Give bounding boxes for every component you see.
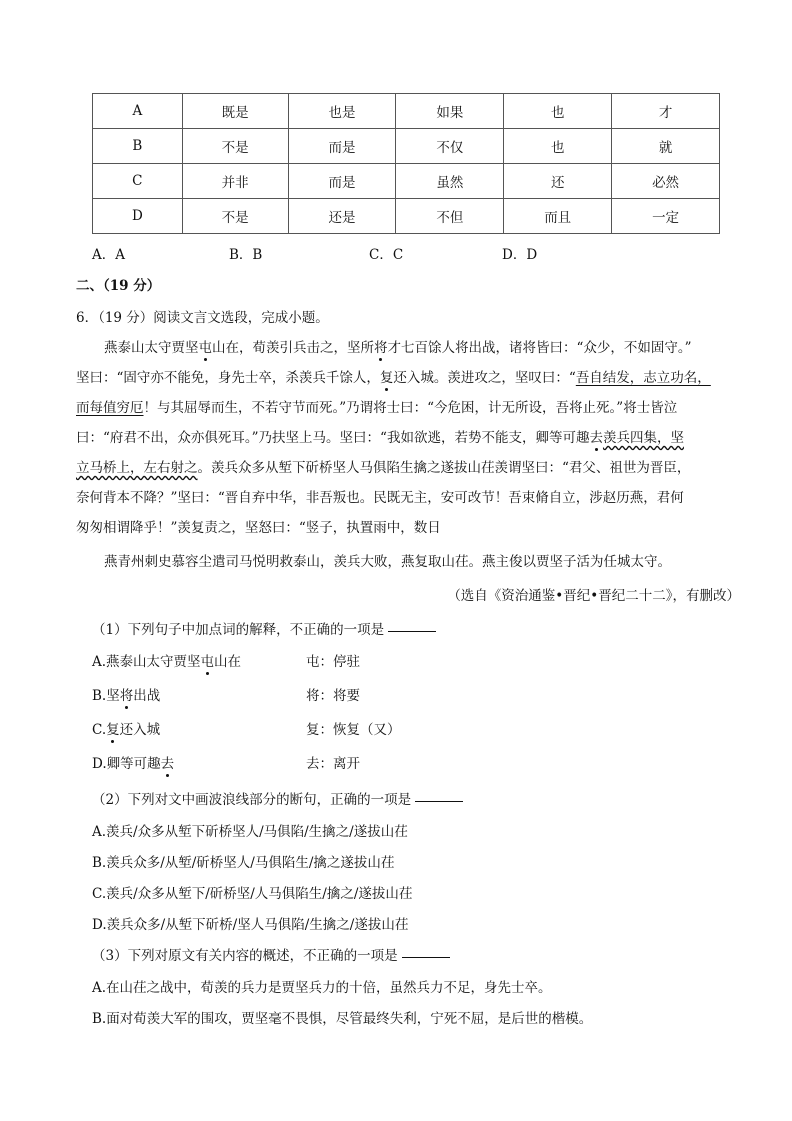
wavy-underlined-text: 立马桥上，左右射之 bbox=[76, 460, 198, 476]
sub1-gloss-b: 将：将要 bbox=[306, 688, 360, 704]
option-word-cell: 也是 bbox=[288, 94, 396, 129]
passage-line-7: 匆匆相谓降乎！”羡复责之，坚怒曰：“竖子，执置雨中，数日 bbox=[76, 520, 441, 536]
answer-blank[interactable] bbox=[402, 956, 450, 958]
option-word-cell: 如果 bbox=[396, 94, 504, 129]
option-word-cell: 必然 bbox=[612, 164, 720, 199]
answer-choice-d[interactable]: D．D bbox=[502, 247, 538, 263]
option-word-cell: 就 bbox=[612, 129, 720, 164]
option-word-cell: 不是 bbox=[182, 199, 288, 234]
dotted-word: 屯 bbox=[200, 654, 215, 670]
sub1-option-d[interactable]: D.卿等可趣去 bbox=[92, 756, 175, 772]
dotted-word: 复 bbox=[379, 370, 394, 386]
passage-paragraph-2: 燕青州刺史慕容尘遣司马悦明救泰山，羡兵大败，燕复取山茌。燕主俊以贾坚子活为任城太守。 bbox=[104, 554, 671, 570]
sub1-option-c[interactable]: C.复还入城 bbox=[92, 722, 161, 738]
dotted-word: 将 bbox=[374, 340, 388, 356]
option-letter-cell: C bbox=[93, 164, 183, 199]
question-header: 6．（19 分）阅读文言文选段，完成小题。 bbox=[76, 310, 329, 326]
underlined-sentence: 而每值穷厄 bbox=[76, 400, 144, 416]
option-table-row bbox=[93, 199, 720, 234]
sub3-option-a[interactable]: A.在山茌之战中，荀羡的兵力是贾坚兵力的十倍，虽然兵力不足，身先士卒。 bbox=[92, 980, 552, 996]
dotted-word: 将 bbox=[119, 688, 134, 704]
underlined-sentence: 吾自结发，志立功名， bbox=[575, 370, 711, 386]
option-word-cell: 不仅 bbox=[396, 129, 504, 164]
option-word-cell: 既是 bbox=[182, 94, 288, 129]
sub2-option-b[interactable]: B.羡兵众多/从堑/斫桥坚人/马俱陷生/擒之遂拔山茌 bbox=[92, 855, 395, 871]
sub3-option-b[interactable]: B.面对荀羡大军的围攻，贾坚毫不畏惧，尽管最终失利，宁死不屈，是后世的楷模。 bbox=[92, 1011, 593, 1027]
option-word-cell: 不是 bbox=[182, 129, 288, 164]
answer-blank[interactable] bbox=[415, 800, 463, 802]
option-word-cell: 不但 bbox=[396, 199, 504, 234]
passage-line-2: 坚曰：“固守亦不能免，身先士卒，杀羡兵千馀人，复还入城。羡进攻之，坚叹曰：“吾自结发，志立功名， bbox=[76, 370, 711, 386]
option-letter-cell: A bbox=[93, 94, 183, 129]
option-word-cell: 还是 bbox=[288, 199, 396, 234]
sub1-option-b[interactable]: B.坚将出战 bbox=[92, 688, 161, 704]
option-word-cell: 还 bbox=[504, 164, 612, 199]
option-word-cell: 并非 bbox=[182, 164, 288, 199]
option-word-cell: 虽然 bbox=[396, 164, 504, 199]
subquestion-2-stem: （2）下列对文中画波浪线部分的断句，正确的一项是 bbox=[92, 788, 463, 808]
section-title: 二、（19 分） bbox=[76, 278, 161, 294]
option-letter-cell: B bbox=[93, 129, 183, 164]
dotted-word: 屯 bbox=[198, 340, 212, 356]
passage-line-1: 燕泰山太守贾坚屯山在，荀羡引兵击之，坚所将才七百馀人将出战，诸将皆曰：“众少，不如固守。” bbox=[104, 340, 692, 356]
option-word-cell: 也 bbox=[504, 94, 612, 129]
answer-choice-c[interactable]: C．C bbox=[369, 247, 404, 263]
wavy-underlined-text: 羡兵四集，坚 bbox=[602, 430, 684, 446]
sub1-option-a[interactable]: A.燕泰山太守贾坚屯山在 bbox=[92, 654, 242, 670]
option-word-cell: 而是 bbox=[288, 164, 396, 199]
sub2-option-d[interactable]: D.羡兵众多/从堑下斫桥/坚人马俱陷/生擒之/遂拔山茌 bbox=[92, 917, 409, 933]
subquestion-1-stem: （1）下列句子中加点词的解释，不正确的一项是 bbox=[92, 618, 436, 638]
subquestion-3-stem: （3）下列对原文有关内容的概述，不正确的一项是 bbox=[92, 944, 450, 964]
source-citation: （选自《资治通鉴•晋纪•晋纪二十二》，有删改） bbox=[447, 588, 740, 604]
passage-line-4: 曰：“府君不出，众亦俱死耳。”乃扶坚上马。坚曰：“我如欲逃，若势不能支，卿等可趣去羡兵四集，坚 bbox=[76, 430, 684, 446]
option-table-row bbox=[93, 129, 720, 164]
sub2-option-a[interactable]: A.羡兵/众多从堑下斫桥坚人/马俱陷/生擒之/遂拔山茌 bbox=[92, 824, 408, 840]
option-letter-cell: D bbox=[93, 199, 183, 234]
option-word-cell: 一定 bbox=[612, 199, 720, 234]
passage-line-6: 奈何背本不降？”坚曰：“晋自弃中华，非吾叛也。民既无主，安可改节！吾束脩自立，涉赵历燕，君何 bbox=[76, 490, 684, 506]
answer-choice-a[interactable]: A．A bbox=[92, 247, 125, 263]
sub1-gloss-c: 复：恢复（又） bbox=[306, 722, 401, 738]
option-word-cell: 也 bbox=[504, 129, 612, 164]
answer-blank[interactable] bbox=[388, 630, 436, 632]
dotted-word: 复 bbox=[106, 722, 120, 738]
dotted-word: 去 bbox=[589, 430, 603, 446]
sub1-gloss-d: 去：离开 bbox=[306, 756, 360, 772]
dotted-word: 去 bbox=[160, 756, 175, 772]
option-table-row bbox=[93, 94, 720, 129]
option-word-cell: 而且 bbox=[504, 199, 612, 234]
option-word-cell: 而是 bbox=[288, 129, 396, 164]
answer-choice-b[interactable]: B．B bbox=[229, 247, 263, 263]
option-word-cell: 才 bbox=[612, 94, 720, 129]
passage-line-3: 而每值穷厄！与其屈辱而生，不若守节而死。”乃谓将士曰：“今危困，计无所设，吾将止死。”将士皆泣 bbox=[76, 400, 678, 416]
option-table bbox=[92, 93, 720, 234]
option-table-row bbox=[93, 164, 720, 199]
sub1-gloss-a: 屯：停驻 bbox=[306, 654, 360, 670]
passage-line-5: 立马桥上，左右射之。羡兵众多从堑下斫桥坚人马俱陷生擒之遂拔山茌羡谓坚曰：“君父、祖世为晋臣， bbox=[76, 460, 691, 476]
sub2-option-c[interactable]: C.羡兵/众多从堑下/斫桥坚/人马俱陷生/擒之/遂拔山茌 bbox=[92, 886, 413, 902]
